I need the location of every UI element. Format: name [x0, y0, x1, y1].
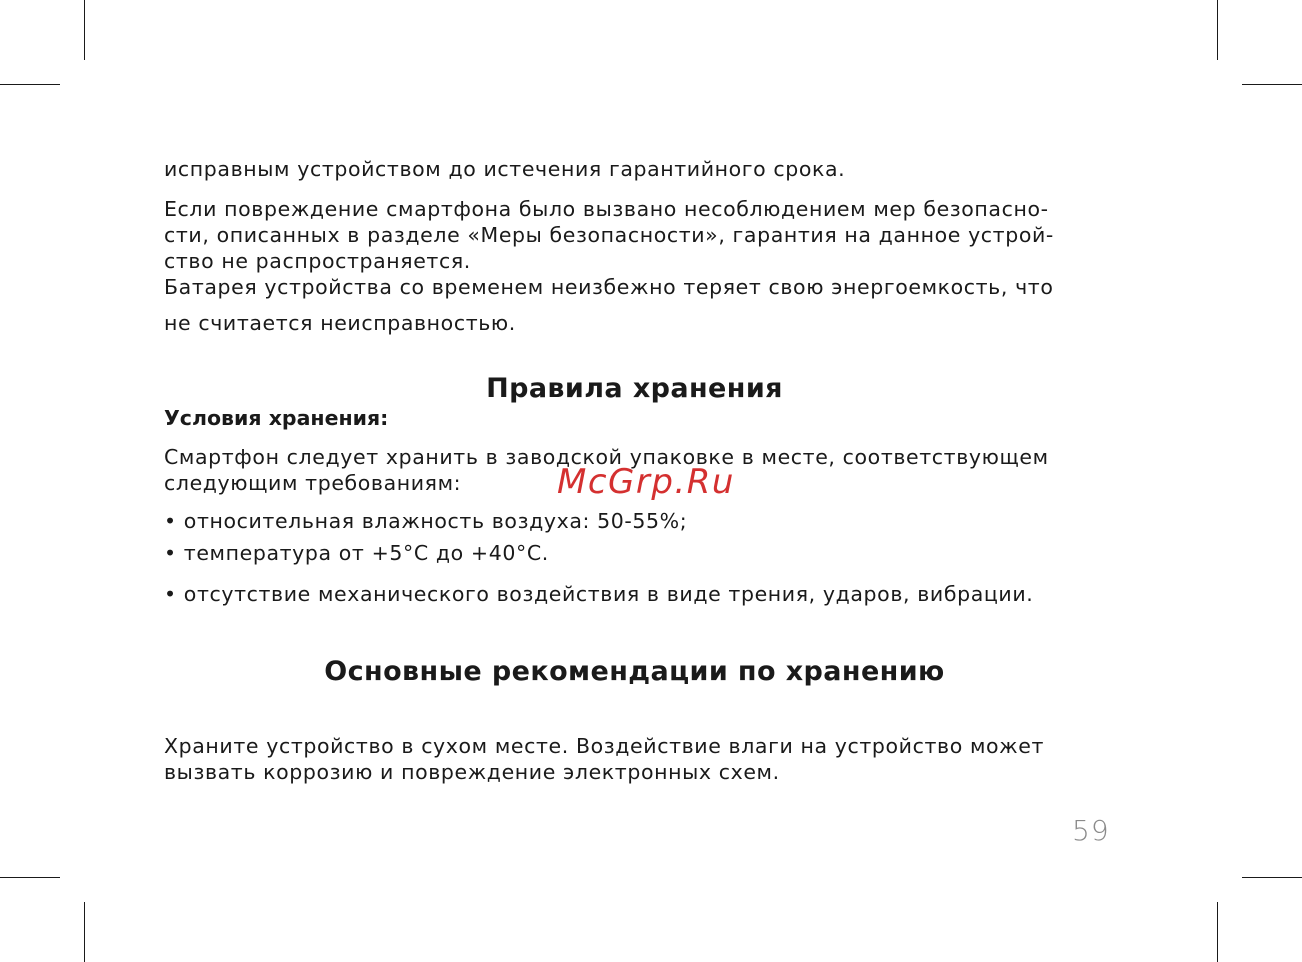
warranty-safety-line-3: ство не распространяется.	[164, 249, 471, 273]
crop-mark-top-left-vertical	[84, 0, 85, 60]
recommendations-line-1: Храните устройство в сухом месте. Воздействие влаги на устройство может	[164, 734, 1044, 758]
storage-bullet-mechanical: • отсутствие механического воздействия в виде трения, ударов, вибрации.	[164, 582, 1034, 606]
crop-mark-bottom-left-horizontal	[0, 877, 60, 878]
storage-rules-heading: Правила хранения	[486, 373, 783, 404]
watermark-logo: McGrp.Ru	[557, 462, 735, 502]
storage-intro-line-2: следующим требованиям:	[164, 471, 462, 495]
page-number: 59	[1072, 814, 1110, 847]
battery-paragraph-line-1: Батарея устройства со временем неизбежно теряет свою энергоемкость, что	[164, 275, 1054, 299]
storage-intro-line-1: Смартфон следует хранить в заводской упаковке в месте, соответствующем	[164, 445, 1049, 469]
battery-paragraph-line-2: не считается неисправностью.	[164, 311, 516, 335]
warranty-safety-line-1: Если повреждение смартфона было вызвано несоблюдением мер безопасно-	[164, 197, 1049, 221]
warranty-safety-paragraph	[164, 196, 1105, 274]
crop-mark-bottom-right-vertical	[1217, 902, 1218, 962]
crop-mark-top-right-vertical	[1217, 0, 1218, 60]
storage-recommendations-heading: Основные рекомендации по хранению	[324, 656, 945, 687]
storage-bullet-humidity: • относительная влажность воздуха: 50-55%;	[164, 509, 688, 533]
crop-mark-bottom-right-horizontal	[1242, 877, 1302, 878]
storage-conditions-subheading: Условия хранения:	[164, 406, 389, 430]
crop-mark-bottom-left-vertical	[84, 902, 85, 962]
storage-bullet-temperature: • температура от +5°С до +40°С.	[164, 541, 549, 565]
warranty-safety-line-2: сти, описанных в разделе «Меры безопасности», гарантия на данное устрой-	[164, 223, 1054, 247]
crop-mark-top-left-horizontal	[0, 84, 60, 85]
warranty-paragraph-end: исправным устройством до истечения гарантийного срока.	[164, 157, 846, 181]
crop-mark-top-right-horizontal	[1242, 84, 1302, 85]
recommendations-line-2: вызвать коррозию и повреждение электронных схем.	[164, 760, 780, 784]
